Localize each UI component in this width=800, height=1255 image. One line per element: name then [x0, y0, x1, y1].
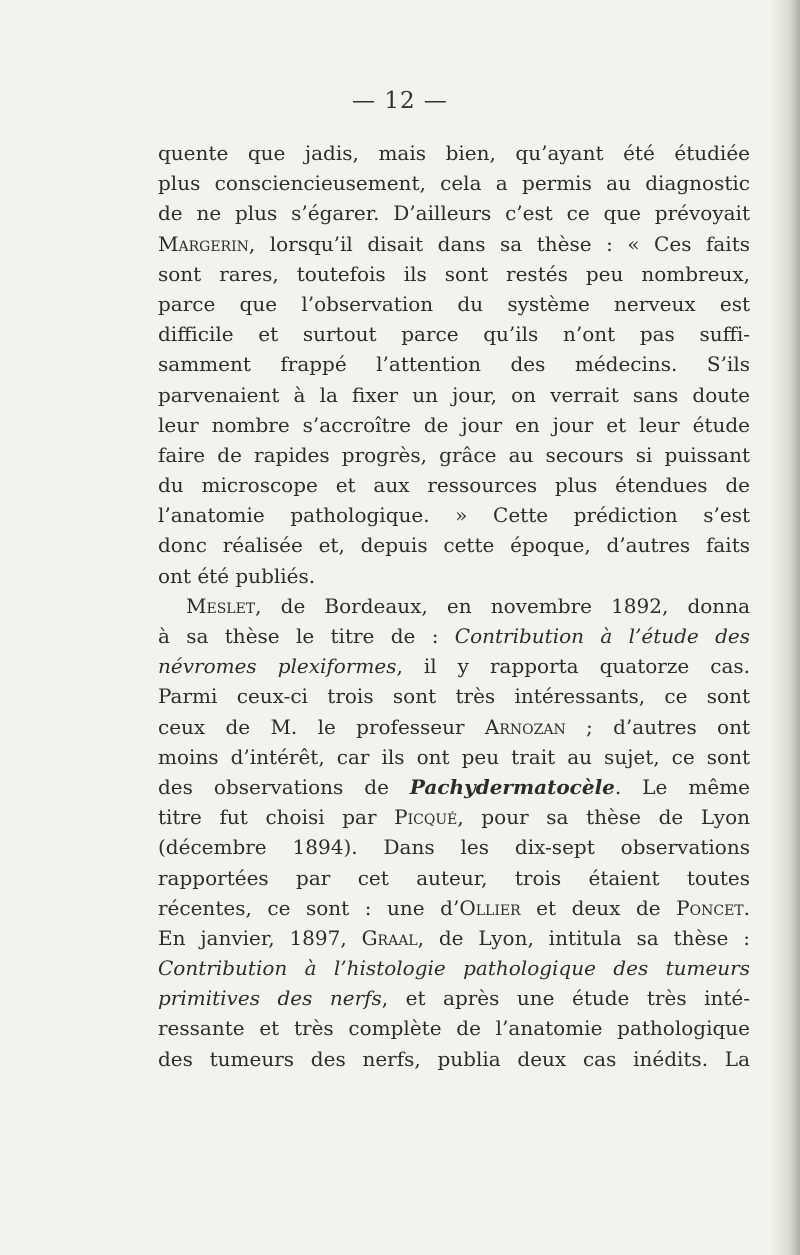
author-name: Arnozan	[484, 714, 566, 739]
text-run: , pour sa thèse de Lyon	[457, 805, 750, 830]
text-line: parvenaient à la fixer un jour, on verrait sans doute	[158, 382, 750, 407]
text-line: sont rares, toutefois ils sont restés peu nombreux,	[158, 261, 750, 286]
text-line: rapportées par cet auteur, trois étaient toutes	[158, 865, 750, 890]
text-line: ressante et très complète de l’anatomie pathologique	[158, 1016, 750, 1041]
text-line: parce que l’observation du système nerveux est	[158, 291, 750, 316]
text-line	[158, 953, 750, 983]
author-name: Graal	[361, 925, 418, 950]
author-name: Ollier	[459, 895, 521, 920]
text-run: .	[743, 895, 750, 920]
text-run: . Le même	[614, 774, 750, 799]
text-line	[158, 802, 750, 832]
text-run: ; d’autres ont	[565, 714, 750, 739]
text-run: et deux de	[520, 895, 677, 920]
text-run: En janvier, 1897,	[158, 925, 362, 950]
text-run: titre fut choisi par	[158, 805, 395, 830]
term: Pachydermatocèle	[409, 774, 615, 799]
text-line	[158, 893, 750, 923]
text-line: du microscope et aux ressources plus étendues de	[158, 473, 750, 498]
text-line	[158, 229, 750, 259]
text-line: Parmi ceux-ci trois sont très intéressants, ce sont	[158, 684, 750, 709]
text-run: des observations de	[158, 774, 410, 799]
text-run: , lorsqu’il disait dans sa thèse : « Ces faits	[248, 231, 750, 256]
text-line	[158, 621, 750, 651]
author-name: Margerin	[158, 231, 249, 256]
text-run: récentes, ce sont : une d’	[158, 895, 460, 920]
text-line	[158, 712, 750, 742]
text-line: de ne plus s’égarer. D’ailleurs c’est ce que prévoyait	[158, 201, 750, 226]
thesis-title: Contribution à l’étude des	[454, 624, 750, 648]
author-name: Poncet	[676, 895, 744, 920]
author-name: Meslet	[186, 593, 256, 618]
text-line: quente que jadis, mais bien, qu’ayant été étudiée	[158, 141, 750, 165]
text-line: difficile et surtout parce qu’ils n’ont pas suffi-	[158, 322, 750, 347]
text-line: plus consciencieusement, cela a permis au diagnostic	[158, 171, 750, 196]
text-line	[158, 983, 750, 1013]
text-line: moins d’intérêt, car ils ont peu trait au sujet, ce sont	[158, 744, 750, 769]
text-run: à sa thèse le titre de :	[158, 624, 455, 648]
text-line: donc réalisée et, depuis cette époque, d’autres faits	[158, 533, 750, 558]
text-line	[158, 651, 750, 681]
text-line	[158, 772, 750, 802]
page-number: — 12 —	[352, 88, 448, 114]
text-line: ont été publiés.	[158, 563, 316, 588]
text-line: faire de rapides progrès, grâce au secours si puissant	[158, 442, 750, 467]
thesis-title: névromes plexiformes	[158, 654, 397, 679]
text-line	[158, 591, 750, 621]
text-run: ceux de M. le professeur	[158, 714, 485, 739]
text-line: l’anatomie pathologique. » Cette prédiction s’est	[158, 503, 750, 528]
text-run: , et après une étude très inté-	[381, 986, 750, 1011]
text-line: des tumeurs des nerfs, publia deux cas inédits. La	[158, 1046, 750, 1071]
text-run: , il y rapporta quatorze cas.	[396, 654, 750, 679]
thesis-title: primitives des nerfs	[158, 986, 382, 1011]
thesis-title: Contribution à l’histologie pathologique des tumeurs	[158, 956, 750, 981]
text-run: , de Bordeaux, en novembre 1892, donna	[255, 593, 750, 618]
text-line	[158, 923, 750, 953]
text-line: (décembre 1894). Dans les dix-sept observations	[158, 835, 750, 860]
body-text	[158, 138, 750, 1074]
text-run: , de Lyon, intitula sa thèse :	[417, 925, 750, 950]
text-line: samment frappé l’attention des médecins. S’ils	[158, 352, 750, 377]
author-name: Picqué	[394, 805, 458, 830]
text-line: leur nombre s’accroître de jour en jour et leur étude	[158, 412, 750, 437]
